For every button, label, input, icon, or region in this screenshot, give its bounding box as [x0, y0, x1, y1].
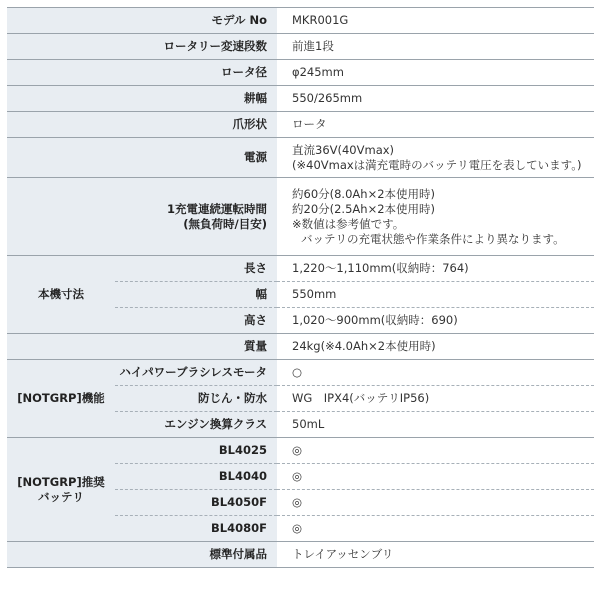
length-value: 1,220～1,110mm(収納時：764): [277, 256, 594, 282]
spec-table-container: [7, 7, 594, 568]
width-value: 550/265mm: [277, 86, 594, 112]
claw-label: 爪形状: [7, 112, 277, 138]
accessory-value: トレイアッセンブリ: [277, 542, 594, 568]
model-value: MKR001G: [277, 8, 594, 34]
battery-label: BL4050F: [115, 490, 277, 516]
dimensions-group-label: 本機寸法: [7, 256, 115, 334]
dust-value: WG IPX4(バッテリIP56): [277, 386, 594, 412]
row-motor: [7, 360, 594, 386]
runtime-line-3: ※数値は参考値です。: [292, 216, 405, 231]
runtime-line-1: 約60分(8.0Ah×2本使用時): [292, 186, 436, 201]
dust-label: 防じん・防水: [115, 386, 277, 412]
runtime-label-1: 1充電連続運転時間: [166, 201, 267, 216]
row-power: [7, 138, 594, 178]
spec-table: [7, 7, 594, 568]
battery-label: BL4080F: [115, 516, 277, 542]
length-label: 長さ: [115, 256, 277, 282]
row-model: [7, 8, 594, 34]
engine-value: 50mL: [277, 412, 594, 438]
mass-value: 24kg(※4.0Ah×2本使用時): [277, 334, 594, 360]
height-value: 1,020～900mm(収納時：690): [277, 308, 594, 334]
power-value: [277, 138, 594, 178]
battery-value: ◎: [277, 516, 594, 542]
row-accessory: [7, 542, 594, 568]
claw-value: ロータ: [277, 112, 594, 138]
motor-label: ハイパワーブラシレスモータ: [115, 360, 277, 386]
battery-label: BL4040: [115, 464, 277, 490]
row-battery-1: [7, 438, 594, 464]
runtime-label: [7, 178, 277, 256]
row-rotor: [7, 60, 594, 86]
dim-width-value: 550mm: [277, 282, 594, 308]
width-label: 耕幅: [7, 86, 277, 112]
runtime-label-2: (無負荷時/目安): [183, 216, 267, 231]
battery-label: BL4025: [115, 438, 277, 464]
features-group-label: [NOTGRP]機能: [7, 360, 115, 438]
row-runtime: [7, 178, 594, 256]
battery-value: ◎: [277, 464, 594, 490]
rotor-value: φ245mm: [277, 60, 594, 86]
runtime-line-2: 約20分(2.5Ah×2本使用時): [292, 201, 436, 216]
power-label: 電源: [7, 138, 277, 178]
height-label: 高さ: [115, 308, 277, 334]
row-mass: [7, 334, 594, 360]
battery-group-label: [7, 438, 115, 542]
mass-label: 質量: [7, 334, 277, 360]
engine-label: エンジン換算クラス: [115, 412, 277, 438]
battery-group-line-1: [NOTGRP]推奨: [17, 474, 105, 489]
row-claw: [7, 112, 594, 138]
model-label: モデル No: [7, 8, 277, 34]
dim-width-label: 幅: [115, 282, 277, 308]
accessory-label: 標準付属品: [7, 542, 277, 568]
speed-value: 前進1段: [277, 34, 594, 60]
battery-group-line-2: バッテリ: [38, 489, 84, 504]
battery-value: ◎: [277, 490, 594, 516]
motor-value: ○: [277, 360, 594, 386]
speed-label: ロータリー変速段数: [7, 34, 277, 60]
battery-value: ◎: [277, 438, 594, 464]
power-line-1: 直流36V(40Vmax): [292, 142, 395, 157]
runtime-value: [277, 178, 594, 256]
row-length: [7, 256, 594, 282]
row-width: [7, 86, 594, 112]
runtime-line-4: バッテリの充電状態や作業条件により異なります。: [301, 231, 565, 246]
rotor-label: ロータ径: [7, 60, 277, 86]
power-line-2: (※40Vmaxは満充電時のバッテリ電圧を表しています。): [292, 157, 582, 172]
row-speed: [7, 34, 594, 60]
